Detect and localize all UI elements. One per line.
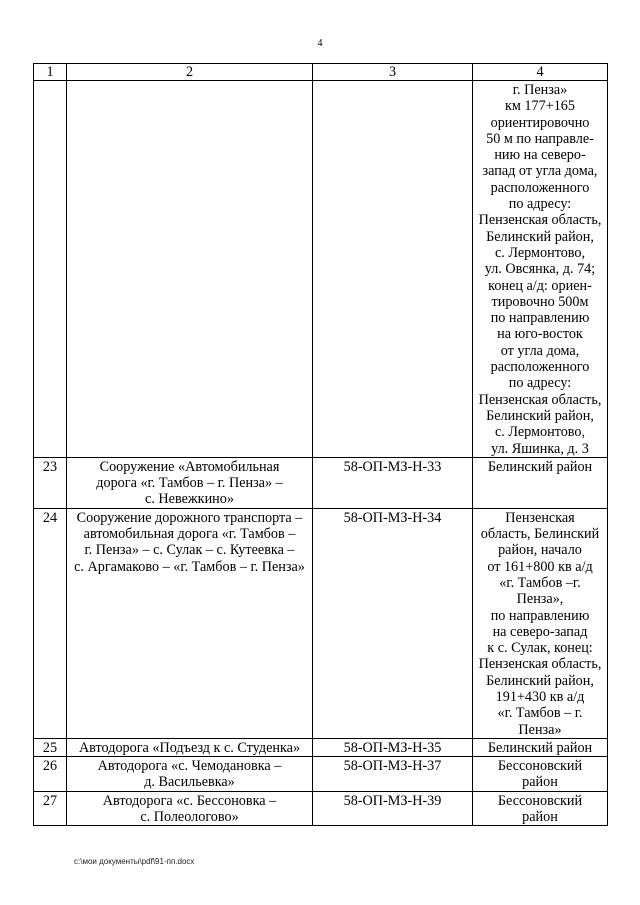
cell-line: на юго-восток: [497, 326, 583, 343]
table-header-row: [34, 64, 608, 81]
cell-line: д. Васильевка»: [144, 774, 235, 791]
cell-line: «г. Тамбов –г. Пенза»,: [499, 574, 581, 608]
cell-line: ул. Овсянка, д. 74;: [484, 261, 596, 278]
cell-line: 191+430 кв а/д: [495, 688, 585, 705]
table-row: [34, 508, 608, 738]
header-col-1: 1: [34, 64, 67, 81]
cell-line: Пензенская область,: [478, 212, 602, 229]
cell-line: с. Аргамаково – «г. Тамбов – г. Пенза»: [74, 558, 305, 575]
cell-line: район, начало: [498, 542, 582, 559]
cell-line: Бессоновский: [497, 792, 583, 809]
cell-line: от угла дома,: [500, 342, 580, 359]
cell-line: Автодорога «с. Чемодановка –: [97, 758, 282, 775]
cell-line: район: [522, 809, 558, 826]
cell-location: [473, 757, 608, 792]
cell-line: ул. Яшинка, д. 3: [491, 440, 589, 457]
header-col-3: 3: [313, 64, 473, 81]
cell-line: ориентировочно: [490, 114, 590, 131]
cell-line: дорога «г. Тамбов – г. Пенза» –: [96, 475, 283, 492]
table-row: [34, 757, 608, 792]
cell-line: тировочно 500м: [491, 293, 589, 310]
cell-line: нию на северо-: [494, 147, 586, 164]
cell-line: с. Полеологово»: [140, 809, 239, 826]
cell-location: [473, 508, 608, 738]
cell-line: от 161+800 кв а/д: [487, 558, 593, 575]
cell-line: автомобильная дорога «г. Тамбов –: [83, 526, 296, 543]
cell-line: 50 м по направле-: [486, 130, 594, 147]
cell-location: [473, 457, 608, 508]
cell-num: 23: [34, 457, 67, 508]
table-row-continuation: [34, 81, 608, 458]
cell-location: [473, 738, 608, 756]
cell-location: [473, 81, 608, 458]
cell-line: по направлению: [490, 310, 590, 327]
cell-code: [313, 81, 473, 458]
cell-code: 58-ОП-МЗ-Н-34: [313, 508, 473, 738]
cell-code: 58-ОП-МЗ-Н-35: [313, 738, 473, 756]
cell-line: конец а/д: ориен-: [488, 277, 592, 294]
cell-line: к с. Сулак, конец:: [487, 640, 593, 657]
cell-line: Белинский район: [487, 458, 593, 475]
header-col-4: 4: [473, 64, 608, 81]
roads-table: [33, 63, 608, 826]
cell-name: [67, 81, 313, 458]
cell-line: км 177+165: [505, 98, 575, 115]
cell-line: по направлению: [490, 607, 590, 624]
cell-line: по адресу:: [508, 375, 572, 392]
cell-line: Белинский район,: [486, 407, 594, 424]
page-number: 4: [317, 38, 323, 49]
cell-line: Сооружение «Автомобильная: [99, 458, 280, 475]
cell-name: [67, 791, 313, 826]
cell-location: [473, 791, 608, 826]
cell-num: 26: [34, 757, 67, 792]
cell-line: Пензенская область,: [478, 391, 602, 408]
cell-code: 58-ОП-МЗ-Н-37: [313, 757, 473, 792]
table-row: [34, 457, 608, 508]
cell-line: по адресу:: [508, 196, 572, 213]
cell-line: запад от угла дома,: [482, 163, 598, 180]
header-col-2: 2: [67, 64, 313, 81]
cell-line: г. Пенза»: [512, 82, 568, 98]
cell-code: 58-ОП-МЗ-Н-33: [313, 457, 473, 508]
cell-line: с. Лермонтово,: [494, 244, 586, 261]
cell-num: [34, 81, 67, 458]
cell-line: район: [522, 774, 558, 791]
cell-line: Сооружение дорожного транспорта –: [76, 509, 303, 526]
cell-name: [67, 508, 313, 738]
cell-line: Пензенская область,: [478, 656, 602, 673]
cell-line: с. Лермонтово,: [494, 424, 586, 441]
cell-line: область, Белинский: [480, 526, 600, 543]
cell-line: Автодорога «с. Бессоновка –: [102, 792, 277, 809]
file-path-footer: c:\мои документы\pdf\91-пп.docx: [74, 857, 195, 866]
cell-line: Бессоновский: [497, 758, 583, 775]
cell-line: на северо-запад: [492, 623, 588, 640]
cell-num: 27: [34, 791, 67, 826]
cell-name: [67, 757, 313, 792]
cell-line: «г. Тамбов – г. Пенза»: [497, 705, 583, 738]
cell-line: г. Пенза» – с. Сулак – с. Кутеевка –: [84, 542, 295, 559]
cell-num: 24: [34, 508, 67, 738]
cell-name: [67, 457, 313, 508]
cell-line: с. Невежкино»: [145, 491, 234, 508]
cell-line: Автодорога «Подъезд к с. Студенка»: [78, 739, 301, 756]
cell-line: Белинский район,: [486, 672, 594, 689]
cell-name: [67, 738, 313, 756]
cell-line: Белинский район: [487, 739, 593, 756]
cell-num: 25: [34, 738, 67, 756]
cell-line: Белинский район,: [486, 228, 594, 245]
cell-code: 58-ОП-МЗ-Н-39: [313, 791, 473, 826]
cell-line: Пензенская: [505, 509, 575, 526]
table-row: [34, 738, 608, 756]
table-row: [34, 791, 608, 826]
cell-line: расположенного: [490, 179, 590, 196]
cell-line: расположенного: [490, 359, 590, 376]
